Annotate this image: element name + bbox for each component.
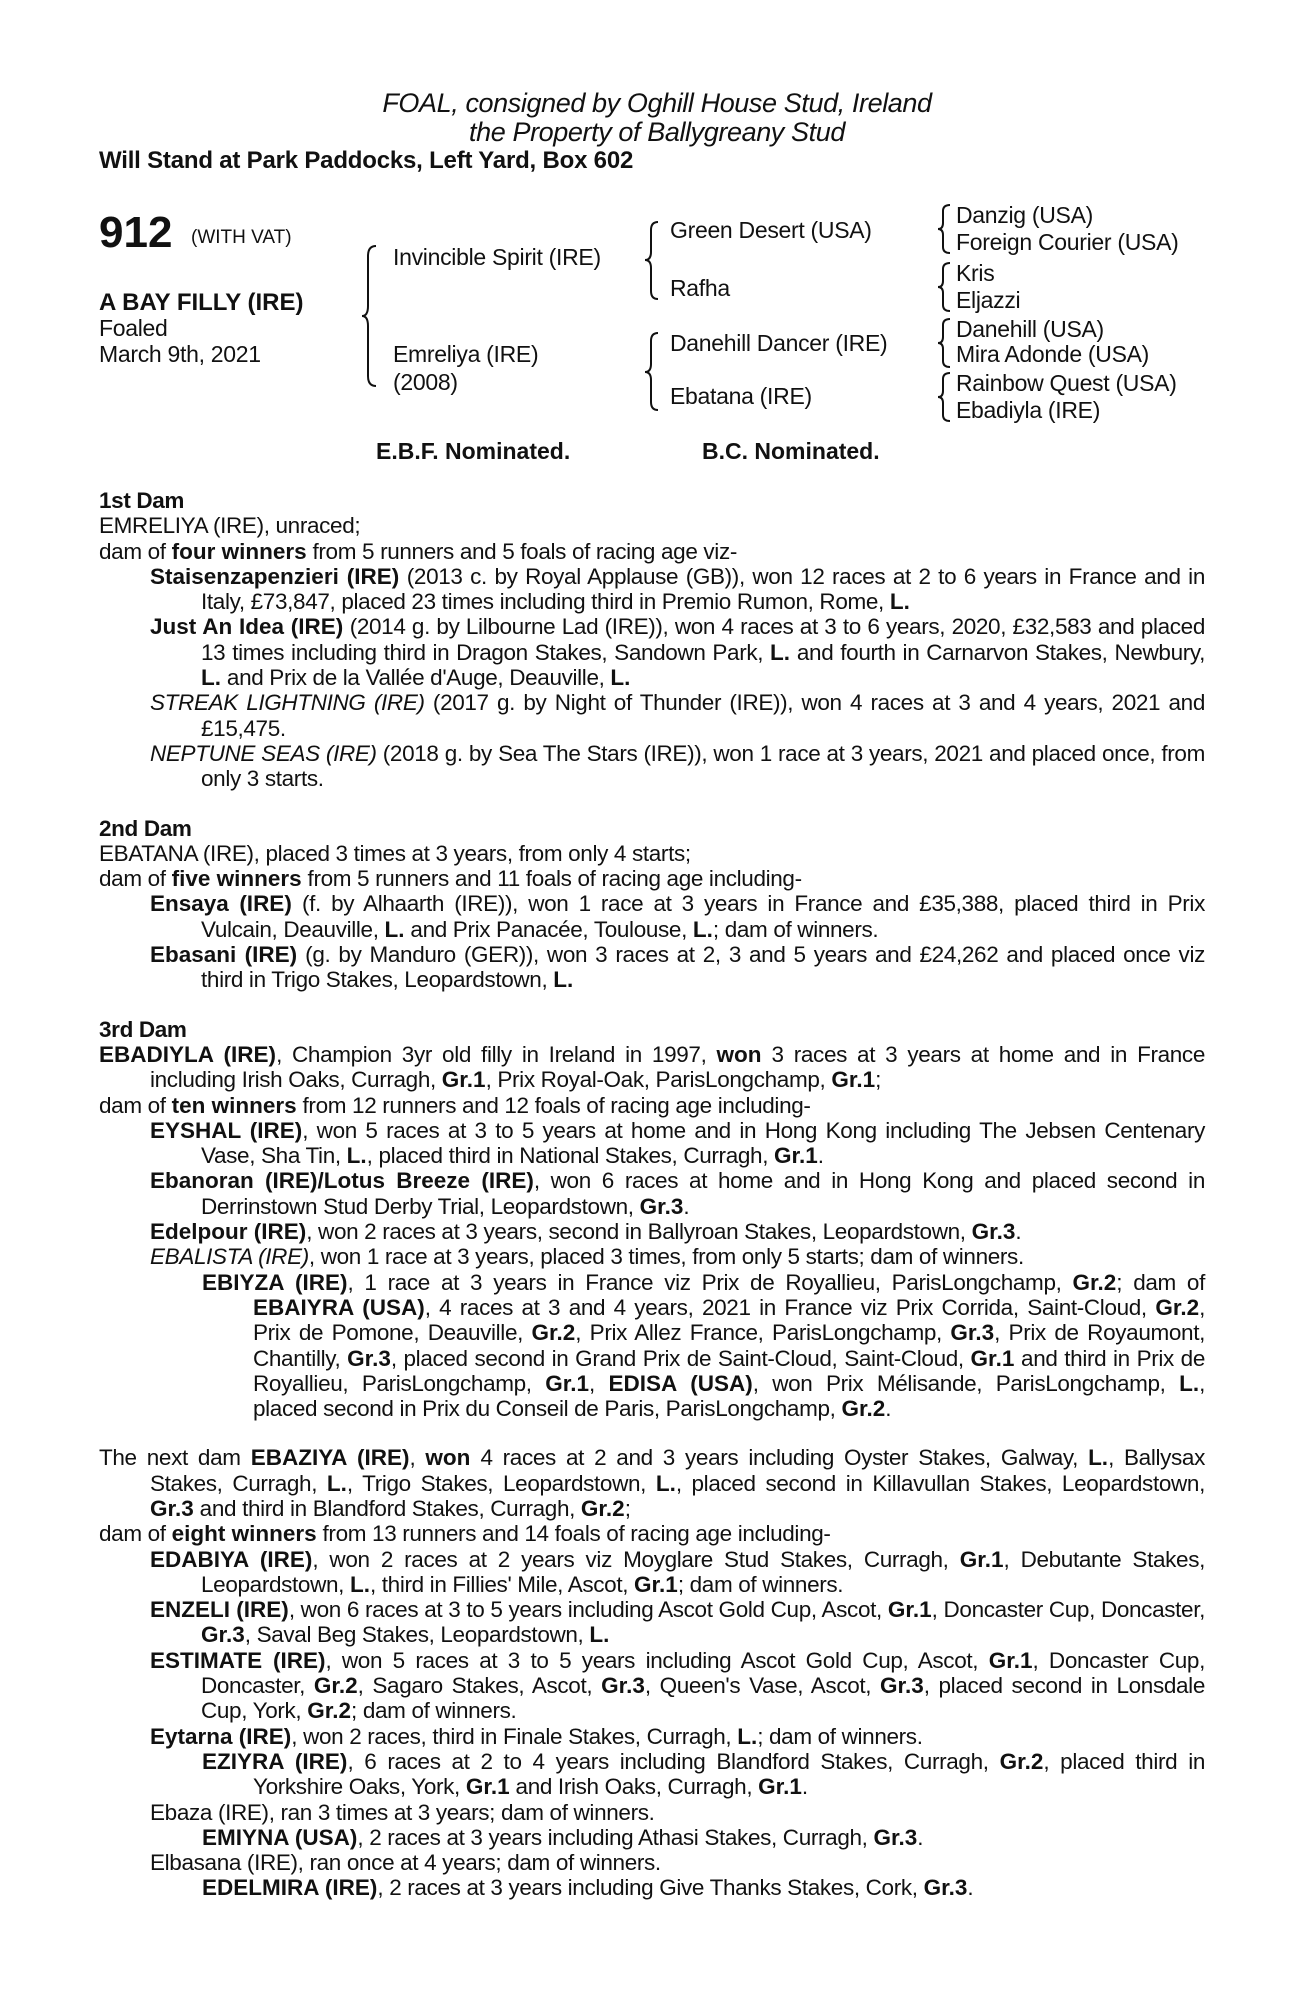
sire: Invincible Spirit (IRE) [393, 244, 601, 270]
bold-text: Gr.1 [970, 1345, 1015, 1371]
pedigree-entry [99, 1219, 1205, 1244]
brace-gen4-4 [938, 373, 950, 421]
pedigree-entry [99, 1270, 1205, 1422]
bold-text: Gr.2 [313, 1673, 358, 1699]
entry-text: , placed second in Killavullan Stakes, Leopardstown, [675, 1470, 1205, 1496]
bold-text: won [425, 1445, 471, 1471]
catalogue-pedigree-notes [99, 488, 1205, 1925]
bold-text: Gr.1 [988, 1647, 1033, 1673]
bold-text: Gr.3 [347, 1345, 391, 1371]
bold-text: L. [889, 589, 910, 615]
entry-text: , won 6 races at home and in Hong Kong and placed second in Derrinstown Stud Derby Trial, Leopardstown, [201, 1168, 1205, 1219]
ebf-nomination: E.B.F. Nominated. [376, 438, 571, 464]
entry-text: dam of [99, 538, 172, 564]
bold-text: Gr.2 [580, 1495, 625, 1521]
entry-text: , 2 races at 3 years including Give Thanks Stakes, Cork, [377, 1875, 924, 1901]
entry-text: ; dam of winners. [351, 1698, 517, 1724]
bold-text: EDABIYA (IRE) [150, 1546, 313, 1572]
bold-text: Gr.3 [201, 1622, 245, 1648]
entry-text: (2013 c. by Royal Applause (GB)), won 12 races at 2 to 6 years in France and in Italy, £73,847, placed 23 times including third in Premio Rumon, Rome, [201, 563, 1205, 615]
entry-text: , [589, 1370, 609, 1396]
bold-text: Ebasani (IRE) [150, 942, 298, 968]
bold-text: L. [346, 1143, 367, 1169]
entry-text: , 2 races at 3 years including Athasi Stakes, Curragh, [357, 1824, 874, 1850]
entry-text: , Saval Beg Stakes, Leopardstown, [244, 1622, 590, 1648]
entry-text: , placed third in National Stakes, Curragh, [366, 1143, 774, 1169]
bold-text: Gr.3 [880, 1673, 924, 1699]
entry-text: , Queen's Vase, Ascot, [644, 1673, 881, 1699]
pedigree-entry [99, 1547, 1205, 1598]
gen4-ancestor: Eljazzi [956, 287, 1021, 313]
dam-section [99, 1017, 1205, 1422]
entry-text: and Prix Panacée, Toulouse, [404, 916, 693, 942]
italic-text: NEPTUNE SEAS (IRE) [150, 740, 377, 766]
section-heading: 3rd Dam [99, 1016, 187, 1042]
entry-text: . [683, 1193, 690, 1219]
bold-text: five winners [171, 866, 302, 892]
bold-text: Gr.3 [150, 1495, 194, 1521]
bold-text: L. [384, 916, 405, 942]
bold-text: Eytarna (IRE) [150, 1723, 292, 1749]
vat-note: (WITH VAT) [191, 227, 292, 248]
bold-text: L. [692, 916, 713, 942]
bold-text: L. [737, 1723, 758, 1749]
bold-text: EYSHAL (IRE) [150, 1117, 303, 1143]
bold-text: Gr.1 [441, 1067, 486, 1093]
entry-text: ; dam of winners. [677, 1571, 844, 1597]
bold-text: L. [589, 1622, 610, 1648]
entry-text: . [885, 1396, 892, 1422]
section-heading: 2nd Dam [99, 815, 192, 841]
entry-text: . [801, 1774, 808, 1800]
bold-text: EZIYRA (IRE) [202, 1748, 348, 1774]
entry-text: , 1 race at 3 years in France viz Prix de Royallieu, ParisLongchamp, [347, 1269, 1073, 1295]
entry-text: . [817, 1143, 824, 1169]
entry-text: . [1015, 1219, 1022, 1245]
entry-text: from 5 runners and 5 foals of racing age viz- [306, 538, 737, 564]
entry-text: , Doncaster Cup, Doncaster, [931, 1597, 1206, 1623]
entry-text: , [409, 1445, 426, 1471]
entry-text: , won 2 races, third in Finale Stakes, Curragh, [291, 1723, 738, 1749]
entry-text: ; dam of winners. [757, 1723, 923, 1749]
entry-text: , 4 races at 3 and 4 years, 2021 in France viz Prix Corrida, Saint-Cloud, [424, 1294, 1156, 1320]
entry-text: and third in Blandford Stakes, Curragh, [193, 1495, 581, 1521]
bc-nomination: B.C. Nominated. [702, 438, 880, 464]
property-line: the Property of Ballygreany Stud [469, 117, 845, 147]
pedigree-entry [99, 942, 1205, 993]
entry-text: , placed second in Lonsdale Cup, York, [201, 1673, 1205, 1724]
entry-text: and fourth in Carnarvon Stakes, Newbury, [790, 639, 1206, 665]
pedigree-entry [99, 1118, 1205, 1169]
entry-text: (f. by Alhaarth (IRE)), won 1 race at 3 years in France and £35,388, placed third in Prix Vulcain, Deauville, [201, 891, 1205, 942]
entry-text: (2017 g. by Night of Thunder (IRE)), won 4 races at 3 and 4 years, 2021 and £15,475. [201, 690, 1205, 741]
pedigree-entry [99, 1825, 1205, 1850]
gen4-ancestor: Foreign Courier (USA) [956, 229, 1179, 255]
entry-text: , 6 races at 2 to 4 years including Blandford Stakes, Curragh, [347, 1748, 1000, 1774]
pedigree-entry [99, 1521, 1205, 1546]
bold-text: L. [1179, 1370, 1200, 1396]
bold-text: L. [553, 967, 574, 993]
pedigree-entry [99, 1800, 1205, 1825]
entry-text: , third in Fillies' Mile, Ascot, [369, 1571, 635, 1597]
entry-text: ; [875, 1067, 881, 1093]
pedigree-entry [99, 690, 1205, 741]
entry-text: ; dam of [1116, 1269, 1205, 1295]
consignor-line: FOAL, consigned by Oghill House Stud, Ireland [382, 88, 932, 118]
bold-text: EDISA (USA) [608, 1370, 753, 1396]
entry-text: , Champion 3yr old filly in Ireland in 1997, [276, 1041, 717, 1067]
entry-text: dam of [99, 1092, 172, 1118]
bold-text: L. [201, 665, 221, 691]
entry-text: , Trigo Stakes, Leopardstown, [346, 1470, 656, 1496]
brace-gen4-3 [938, 319, 950, 367]
entry-text: , Prix de Pomone, Deauville, [253, 1294, 1206, 1346]
gen4-ancestor: Danehill (USA) [956, 316, 1104, 342]
horse-name: A BAY FILLY (IRE) [99, 289, 304, 316]
bold-text: Gr.3 [950, 1320, 995, 1346]
entry-text: , won 5 races at 3 to 5 years including Ascot Gold Cup, Ascot, [325, 1647, 989, 1673]
dam-section [99, 488, 1205, 792]
entry-text: , Debutante Stakes, Leopardstown, [201, 1546, 1206, 1597]
entry-text: EMRELIYA (IRE), unraced; [99, 513, 361, 539]
bold-text: Gr.1 [758, 1774, 802, 1800]
entry-text: 4 races at 2 and 3 years including Oyster Stakes, Galway, [470, 1445, 1089, 1471]
bold-text: L. [655, 1470, 676, 1496]
pedigree-entry [99, 1168, 1205, 1219]
bold-text: Gr.1 [545, 1370, 590, 1396]
pedigree-entry [99, 513, 1205, 538]
bold-text: Ebanoran (IRE)/Lotus Breeze (IRE) [150, 1168, 534, 1194]
stand-location: Will Stand at Park Paddocks, Left Yard, Box 602 [99, 147, 634, 174]
pedigree-entry [99, 1244, 1205, 1269]
entry-text: , placed second in Prix du Conseil de Paris, ParisLongchamp, [253, 1370, 1206, 1422]
pedigree-entry [99, 564, 1205, 615]
brace-sire [645, 222, 658, 299]
bold-text: Gr.3 [873, 1824, 918, 1850]
pedigree-entry [99, 741, 1205, 792]
pedigree-entry [99, 614, 1205, 690]
bold-text: EBAIYRA (USA) [253, 1294, 425, 1320]
bold-text: Gr.1 [831, 1067, 876, 1093]
entry-text: , placed third in Yorkshire Oaks, York, [253, 1748, 1206, 1800]
bold-text: L. [610, 665, 631, 691]
dam-sire: Danehill Dancer (IRE) [670, 330, 888, 356]
section-heading: 1st Dam [99, 488, 185, 513]
entry-text: . [917, 1824, 924, 1850]
bold-text: Gr.2 [531, 1320, 576, 1346]
entry-text: Ebaza (IRE), ran 3 times at 3 years; dam of winners. [150, 1799, 655, 1825]
foaled-label: Foaled [99, 315, 168, 341]
pedigree-entry [99, 1597, 1205, 1648]
entry-text: , won 1 race at 3 years, placed 3 times, from only 5 starts; dam of winners. [308, 1244, 1024, 1270]
entry-text: ; dam of winners. [712, 916, 879, 942]
pedigree-entry [99, 1445, 1205, 1521]
lot-number: 912 [99, 208, 173, 257]
bold-text: L. [349, 1571, 370, 1597]
bold-text: ENZELI (IRE) [150, 1597, 289, 1623]
pedigree-entry [99, 1093, 1205, 1118]
bold-text: EDELMIRA (IRE) [202, 1875, 378, 1901]
pedigree-entry [99, 1749, 1205, 1800]
entry-text: , Doncaster Cup, Doncaster, [201, 1647, 1205, 1699]
brace-gen4-1 [938, 205, 950, 253]
gen4-ancestor: Ebadiyla (IRE) [956, 397, 1101, 423]
entry-text: , won 2 races at 3 years, second in Ballyroan Stakes, Leopardstown, [306, 1219, 972, 1245]
entry-text: , won Prix Mélisande, ParisLongchamp, [752, 1370, 1180, 1396]
gen4-ancestor: Mira Adonde (USA) [956, 341, 1150, 367]
bold-text: Gr.1 [774, 1143, 818, 1169]
entry-text: , won 6 races at 3 to 5 years including Ascot Gold Cup, Ascot, [288, 1597, 888, 1623]
bold-text: L. [326, 1470, 347, 1496]
brace-gen4-2 [938, 263, 950, 311]
bold-text: Gr.3 [639, 1193, 684, 1219]
entry-text: and Prix de la Vallée d'Auge, Deauville, [221, 665, 611, 691]
bold-text: eight winners [171, 1521, 317, 1547]
entry-text: dam of [99, 866, 172, 892]
entry-text: The next dam [99, 1445, 251, 1471]
bold-text: ten winners [171, 1092, 297, 1118]
entry-text: 3 races at 3 years at home and in France including Irish Oaks, Curragh, [150, 1041, 1205, 1093]
pedigree-entry [99, 1875, 1205, 1900]
entry-text: (2014 g. by Lilbourne Lad (IRE)), won 4 races at 3 to 6 years, 2020, £32,583 and placed 13 times including third in Dragon Stakes, Sandown Park, [201, 614, 1205, 665]
entry-text: , Sagaro Stakes, Ascot, [357, 1673, 602, 1699]
pedigree-entry [99, 539, 1205, 564]
bold-text: Gr.1 [634, 1571, 678, 1597]
brace-dam [645, 333, 658, 410]
pedigree-entry [99, 866, 1205, 891]
italic-text: STREAK LIGHTNING (IRE) [150, 690, 425, 716]
entry-text: , Ballysax Stakes, Curragh, [150, 1445, 1205, 1496]
foaled-date: March 9th, 2021 [99, 341, 261, 367]
bold-text: Gr.3 [923, 1875, 968, 1901]
bold-text: Edelpour (IRE) [150, 1219, 307, 1245]
pedigree-entry [99, 1724, 1205, 1749]
bold-text: Gr.3 [971, 1219, 1016, 1245]
bold-text: Gr.1 [959, 1546, 1004, 1572]
entry-text: , Prix Royal-Oak, ParisLongchamp, [485, 1067, 832, 1093]
entry-text: , won 2 races at 2 years viz Moyglare Stud Stakes, Curragh, [312, 1546, 960, 1572]
brace-gen1 [362, 246, 376, 386]
gen4-ancestor: Rainbow Quest (USA) [956, 370, 1177, 396]
bold-text: Staisenzapenzieri (IRE) [150, 563, 400, 589]
dam-section [99, 1445, 1205, 1900]
bold-text: four winners [171, 538, 307, 564]
pedigree-entry [99, 841, 1205, 866]
pedigree-entry [99, 1648, 1205, 1724]
bold-text: EMIYNA (USA) [202, 1824, 358, 1850]
pedigree-entry [99, 1850, 1205, 1875]
bold-text: Just An Idea (IRE) [150, 614, 344, 640]
entry-text: and Irish Oaks, Curragh, [509, 1774, 759, 1800]
bold-text: EBADIYLA (IRE) [99, 1041, 277, 1067]
gen4-ancestor: Danzig (USA) [956, 202, 1093, 228]
entry-text: (2018 g. by Sea The Stars (IRE)), won 1 race at 3 years, 2021 and placed once, from only 3 starts. [201, 740, 1205, 792]
dam: Emreliya (IRE) [393, 341, 539, 367]
bold-text: Gr.2 [999, 1748, 1044, 1774]
sire-dam: Rafha [670, 275, 730, 301]
entry-text: dam of [99, 1521, 172, 1547]
entry-text: (g. by Manduro (GER)), won 3 races at 2, 3 and 5 years and £24,262 and placed once viz third in Trigo Stakes, Leopardstown, [201, 942, 1206, 993]
entry-text: , won 5 races at 3 to 5 years at home and in Hong Kong including The Jebsen Centenary Vase, Sha Tin, [201, 1117, 1205, 1169]
sire-sire: Green Desert (USA) [670, 217, 872, 243]
bold-text: EBAZIYA (IRE) [250, 1445, 410, 1471]
bold-text: L. [1088, 1445, 1109, 1471]
bold-text: L. [770, 639, 791, 665]
entry-text: ; [624, 1495, 631, 1521]
entry-text: from 13 runners and 14 foals of racing age including- [316, 1521, 831, 1547]
dam-section [99, 816, 1205, 993]
entry-text: from 5 runners and 11 foals of racing age including- [301, 866, 802, 892]
dam-dam: Ebatana (IRE) [670, 383, 812, 409]
entry-text: , Prix Allez France, ParisLongchamp, [575, 1320, 951, 1346]
entry-text: from 12 runners and 12 foals of racing age including- [296, 1092, 811, 1118]
bold-text: Gr.2 [1072, 1269, 1117, 1295]
entry-text: and third in Prix de Royallieu, ParisLongchamp, [253, 1345, 1205, 1396]
bold-text: Gr.2 [841, 1396, 886, 1422]
bold-text: Gr.1 [465, 1774, 510, 1800]
entry-text: . [967, 1875, 974, 1901]
bold-text: Gr.2 [1155, 1294, 1200, 1320]
bold-text: ESTIMATE (IRE) [150, 1647, 326, 1673]
bold-text: won [716, 1041, 762, 1067]
pedigree-entry [99, 1042, 1205, 1093]
bold-text: EBIYZA (IRE) [202, 1269, 348, 1295]
entry-text: , placed second in Grand Prix de Saint-Cloud, Saint-Cloud, [390, 1345, 971, 1371]
bold-text: Gr.3 [601, 1673, 645, 1699]
entry-text: Elbasana (IRE), ran once at 4 years; dam of winners. [150, 1850, 661, 1876]
bold-text: Gr.1 [887, 1597, 932, 1623]
entry-text: EBATANA (IRE), placed 3 times at 3 years, from only 4 starts; [99, 840, 691, 866]
bold-text: Ensaya (IRE) [150, 891, 292, 917]
italic-text: EBALISTA (IRE) [150, 1244, 309, 1270]
gen4-ancestor: Kris [956, 260, 995, 286]
bold-text: Gr.2 [307, 1698, 352, 1724]
entry-text: , Prix de Royaumont, Chantilly, [253, 1320, 1205, 1371]
dam-year: (2008) [393, 369, 458, 395]
pedigree-entry [99, 891, 1205, 942]
